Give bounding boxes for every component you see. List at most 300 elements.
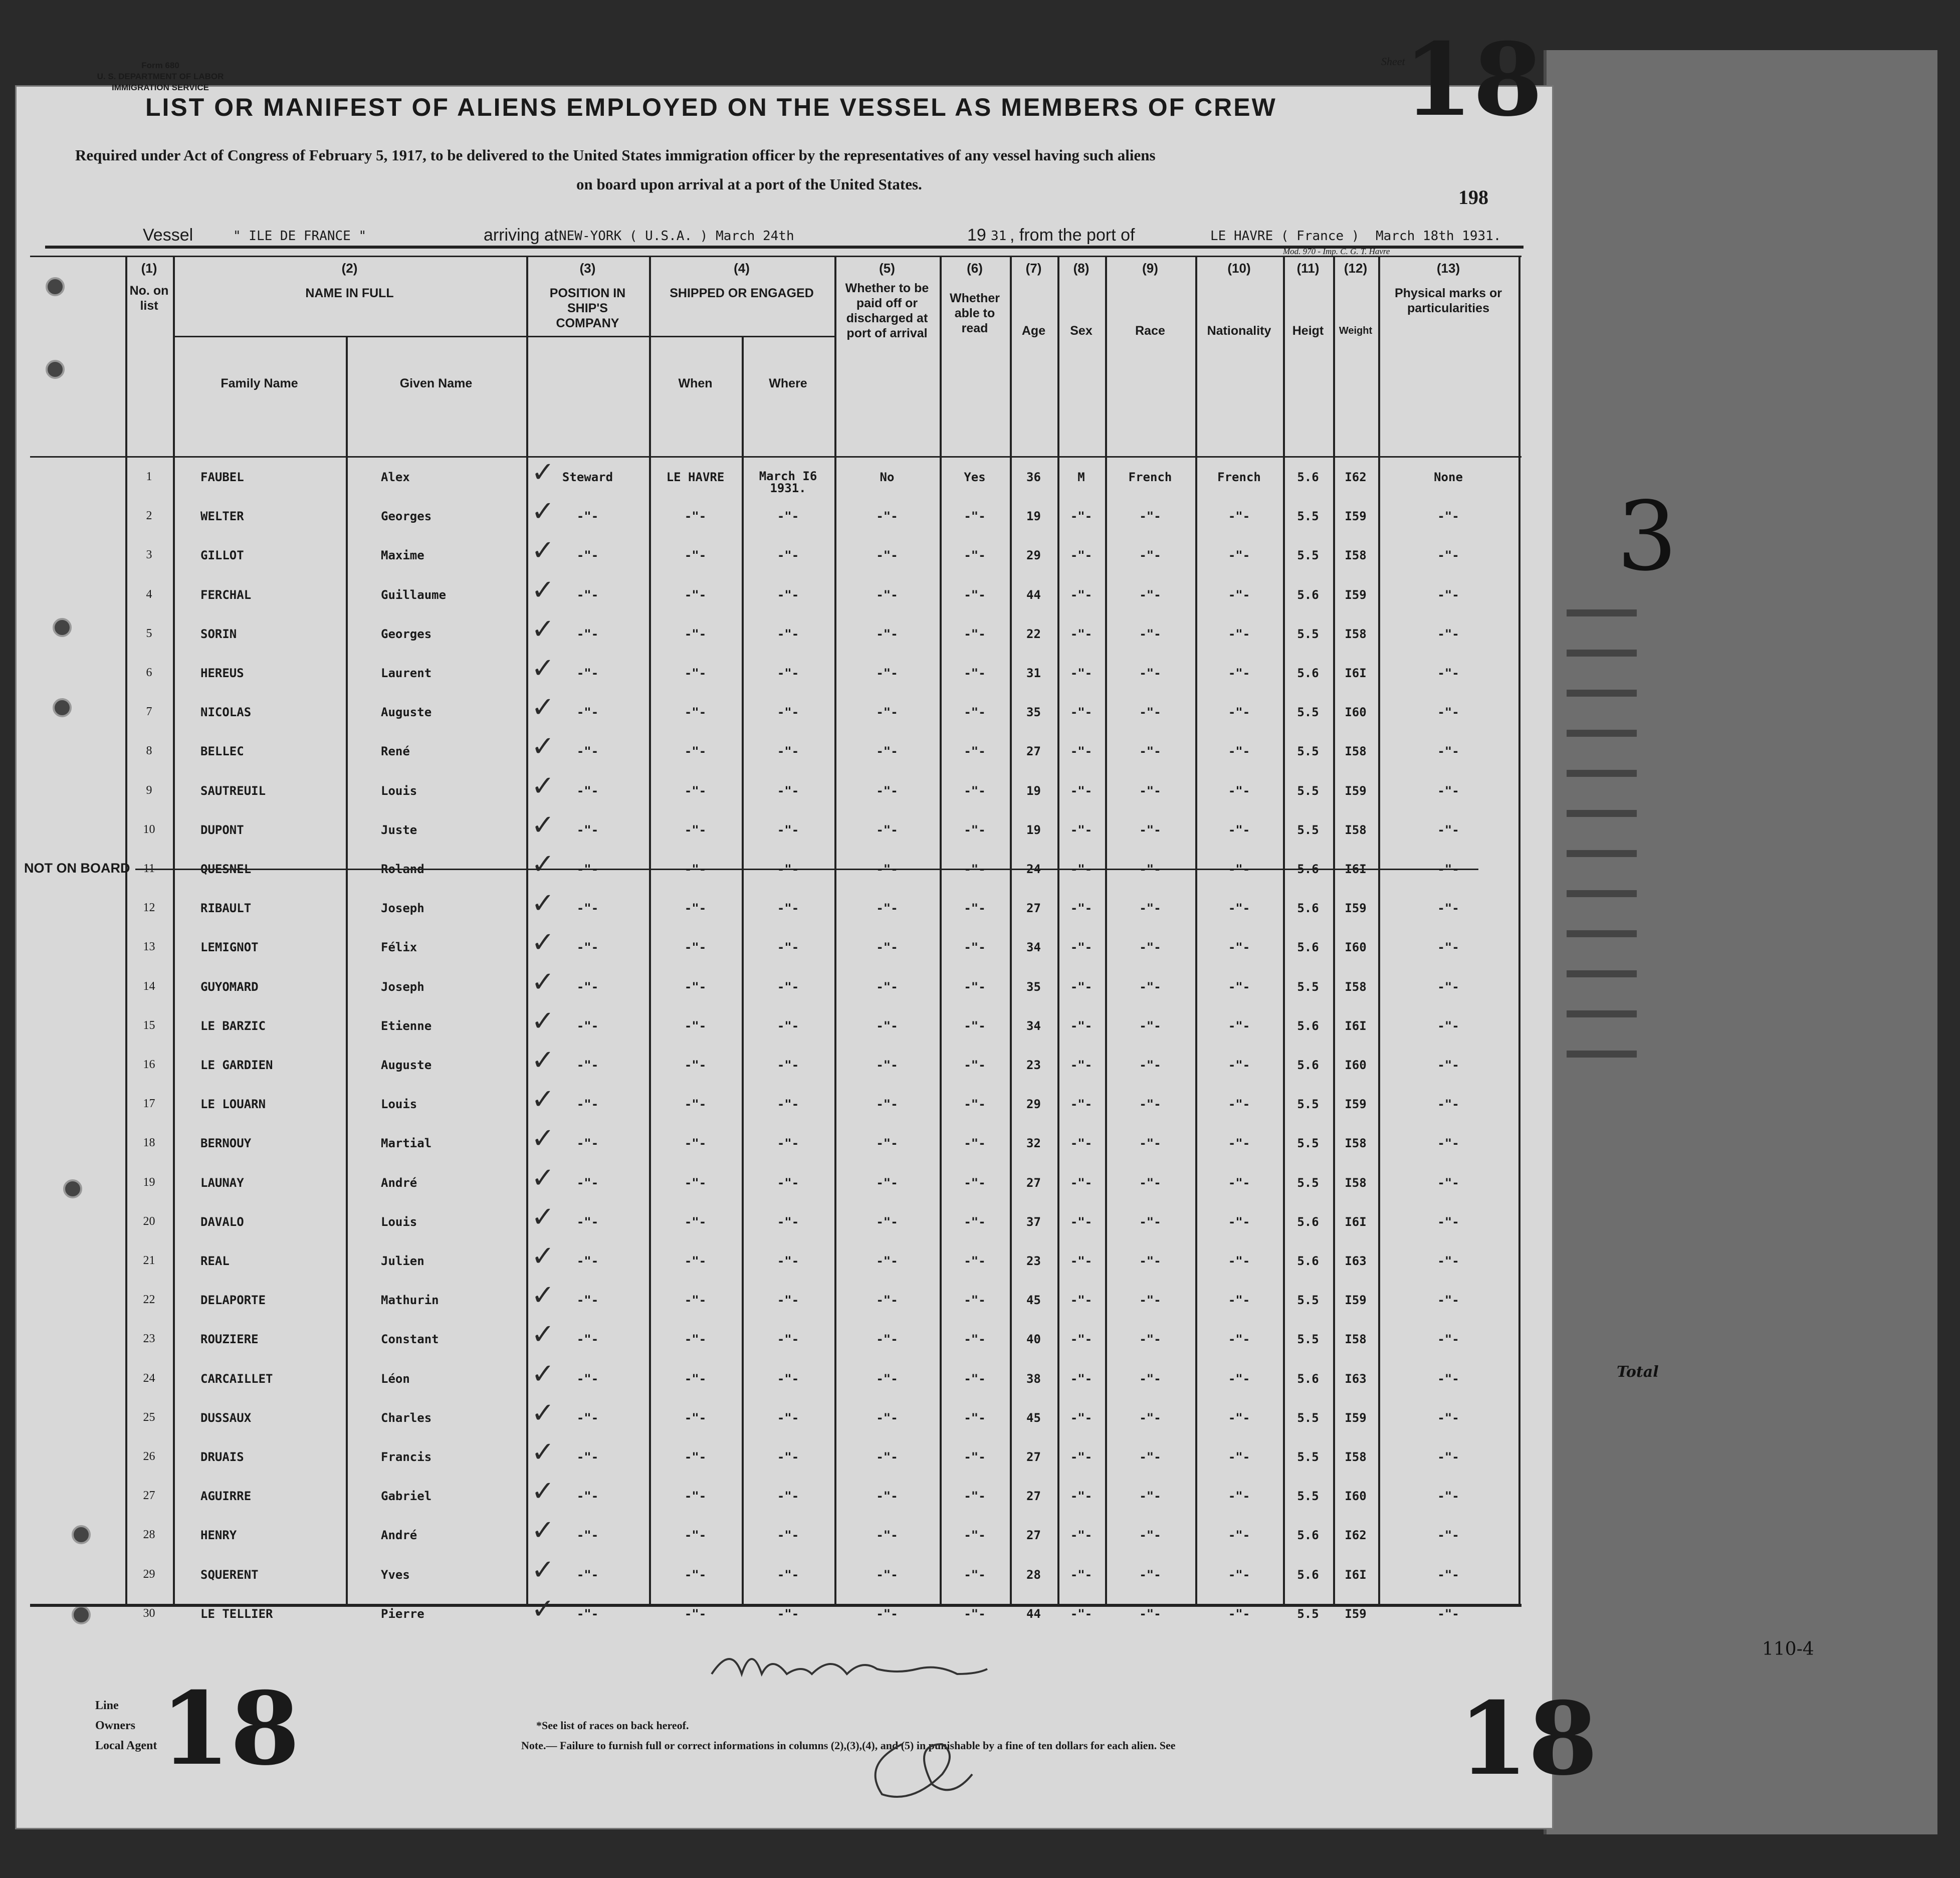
column-rule	[649, 256, 651, 1604]
nationality: -"-	[1228, 901, 1250, 916]
not-on-board-note: NOT ON BOARD	[24, 861, 130, 876]
age: 27	[1026, 1175, 1041, 1190]
height: 5.5	[1297, 1293, 1319, 1308]
nationality: -"-	[1228, 1371, 1250, 1386]
footer-sheet-number-left: 18	[160, 1670, 300, 1788]
check-mark-icon: ✓	[531, 1592, 555, 1625]
races-note: *See list of races on back hereof.	[536, 1719, 689, 1732]
physical-marks: -"-	[1437, 1371, 1459, 1386]
paid-off: -"-	[876, 901, 898, 916]
sex: -"-	[1070, 666, 1093, 680]
able-to-read: -"-	[964, 979, 986, 994]
weight: I60	[1345, 1058, 1367, 1072]
able-to-read: -"-	[964, 901, 986, 916]
family-name: DRUAIS	[200, 1450, 244, 1464]
age: 34	[1026, 940, 1041, 955]
position: -"-	[576, 509, 599, 524]
weight: I58	[1345, 548, 1367, 563]
sex: -"-	[1070, 1606, 1093, 1621]
paid-off: -"-	[876, 666, 898, 680]
line-label: Line	[95, 1699, 119, 1712]
shipped-when: -"-	[684, 1018, 707, 1033]
given-name: Louis	[381, 1214, 417, 1229]
paid-off: -"-	[876, 1175, 898, 1190]
given-name: Auguste	[381, 1058, 432, 1072]
row-number: 26	[143, 1450, 155, 1463]
shipped-where: -"-	[777, 1410, 799, 1425]
paid-off: -"-	[876, 744, 898, 759]
row-number: 24	[143, 1371, 155, 1385]
column-rule	[940, 256, 942, 1604]
position: -"-	[576, 1175, 599, 1190]
local-agent-label: Local Agent	[95, 1739, 157, 1752]
shipped-where: -"-	[777, 1097, 799, 1112]
paid-off: -"-	[876, 1293, 898, 1308]
row-number: 16	[143, 1058, 155, 1071]
nationality: -"-	[1228, 1058, 1250, 1072]
height: 5.6	[1297, 1528, 1319, 1543]
shipped-where: -"-	[777, 1018, 799, 1033]
able-to-read: -"-	[964, 1293, 986, 1308]
height: 5.5	[1297, 1489, 1319, 1504]
arrival-port-date: NEW-YORK ( U.S.A. ) March 24th	[559, 229, 794, 244]
nationality: -"-	[1228, 1175, 1250, 1190]
signature	[692, 1614, 1093, 1804]
given-name: Julien	[381, 1254, 424, 1268]
given-name: Francis	[381, 1450, 432, 1464]
row-number: 17	[143, 1097, 155, 1111]
age: 29	[1026, 548, 1041, 563]
race: -"-	[1139, 1254, 1161, 1268]
weight: I60	[1345, 705, 1367, 720]
row-number: 19	[143, 1175, 155, 1189]
physical-marks: -"-	[1437, 1528, 1459, 1543]
paid-off: -"-	[876, 1018, 898, 1033]
able-to-read: -"-	[964, 587, 986, 602]
race: -"-	[1139, 1410, 1161, 1425]
age: 35	[1026, 705, 1041, 720]
race: -"-	[1139, 1097, 1161, 1112]
nationality: -"-	[1228, 1489, 1250, 1504]
check-mark-icon: ✓	[531, 1279, 555, 1312]
able-to-read: -"-	[964, 1489, 986, 1504]
nationality: -"-	[1228, 822, 1250, 837]
shipped-when: -"-	[684, 940, 707, 955]
shipped-where: -"-	[777, 627, 799, 641]
from-port-label: , from the port of	[1010, 226, 1135, 245]
age: 44	[1026, 1606, 1041, 1621]
shipped-where: -"-	[777, 1254, 799, 1268]
subtitle-line-2: on board upon arrival at a port of the United States.	[576, 175, 922, 193]
check-mark-icon: ✓	[531, 1044, 555, 1077]
shipped-where: -"-	[777, 901, 799, 916]
position: Steward	[562, 470, 613, 484]
row-number: 18	[143, 1136, 155, 1150]
given-name: Maxime	[381, 548, 424, 563]
sex: -"-	[1070, 940, 1093, 955]
physical-marks: -"-	[1437, 1410, 1459, 1425]
col7-number: (7)	[1025, 261, 1042, 276]
age: 24	[1026, 862, 1041, 876]
position: -"-	[576, 1528, 599, 1543]
weight: I58	[1345, 979, 1367, 994]
check-mark-icon: ✓	[531, 1357, 555, 1390]
height: 5.6	[1297, 1058, 1319, 1072]
shipped-where: -"-	[777, 1214, 799, 1229]
family-name: QUESNEL	[200, 862, 252, 876]
physical-marks: -"-	[1437, 1254, 1459, 1268]
family-name: ROUZIERE	[200, 1332, 259, 1347]
nationality: -"-	[1228, 1332, 1250, 1347]
shipped-when: -"-	[684, 1097, 707, 1112]
shipped-when: -"-	[684, 1293, 707, 1308]
able-to-read: -"-	[964, 1175, 986, 1190]
physical-marks: -"-	[1437, 783, 1459, 798]
height: 5.5	[1297, 783, 1319, 798]
able-to-read: -"-	[964, 1097, 986, 1112]
service-name: IMMIGRATION SERVICE	[112, 83, 209, 92]
family-name: DUPONT	[200, 822, 244, 837]
shipped-when: LE HAVRE	[666, 470, 725, 484]
column-rule	[1378, 256, 1380, 1604]
age: 28	[1026, 1567, 1041, 1582]
able-to-read: -"-	[964, 744, 986, 759]
family-name: CARCAILLET	[200, 1371, 273, 1386]
age: 27	[1026, 1528, 1041, 1543]
given-name: André	[381, 1528, 417, 1543]
family-name: RIBAULT	[200, 901, 252, 916]
paid-off: -"-	[876, 862, 898, 876]
physical-marks: -"-	[1437, 901, 1459, 916]
shipped-where: -"-	[777, 783, 799, 798]
subtitle-line-1: Required under Act of Congress of February 5, 1917, to be delivered to the United States immigration officer by the representatives of any vessel having such aliens	[75, 146, 1156, 164]
column-rule	[173, 256, 175, 1604]
age: 34	[1026, 1018, 1041, 1033]
physical-marks: -"-	[1437, 940, 1459, 955]
race: -"-	[1139, 1606, 1161, 1621]
shipped-where: -"-	[777, 1058, 799, 1072]
nationality: -"-	[1228, 940, 1250, 955]
height: 5.6	[1297, 862, 1319, 876]
able-to-read: -"-	[964, 548, 986, 563]
race: -"-	[1139, 1175, 1161, 1190]
able-to-read: -"-	[964, 1528, 986, 1543]
shipped-when: -"-	[684, 1371, 707, 1386]
weight: I6I	[1345, 1567, 1367, 1582]
column-rule	[1283, 256, 1285, 1604]
height: 5.5	[1297, 979, 1319, 994]
weight: I59	[1345, 1606, 1367, 1621]
position: -"-	[576, 705, 599, 720]
position: -"-	[576, 1254, 599, 1268]
check-mark-icon: ✓	[531, 495, 555, 528]
header-rule	[173, 336, 670, 337]
position: -"-	[576, 1567, 599, 1582]
weight: I58	[1345, 1450, 1367, 1464]
shipped-where: -"-	[777, 744, 799, 759]
year-prefix: 19	[967, 226, 986, 245]
height: 5.5	[1297, 1175, 1319, 1190]
footer-sheet-number-right: 18	[1458, 1680, 1598, 1798]
col2b-header: Given Name	[399, 376, 473, 390]
shipped-when: -"-	[684, 1450, 707, 1464]
shipped-where: -"-	[777, 1489, 799, 1504]
paid-off: -"-	[876, 1528, 898, 1543]
paid-off: -"-	[876, 548, 898, 563]
shipped-when: -"-	[684, 901, 707, 916]
shipped-when: -"-	[684, 1136, 707, 1151]
departure-port: LE HAVRE ( France )	[1210, 229, 1360, 244]
check-mark-icon: ✓	[531, 534, 555, 567]
given-name: René	[381, 744, 410, 759]
check-mark-icon: ✓	[531, 1161, 555, 1194]
shipped-where: -"-	[777, 1606, 799, 1621]
given-name: Roland	[381, 862, 424, 876]
able-to-read: -"-	[964, 1567, 986, 1582]
arriving-label: arriving at	[484, 226, 559, 245]
position: -"-	[576, 901, 599, 916]
given-name: Gabriel	[381, 1489, 432, 1504]
check-mark-icon: ✓	[531, 1200, 555, 1233]
race: -"-	[1139, 666, 1161, 680]
nationality: -"-	[1228, 509, 1250, 524]
family-name: LE TELLIER	[200, 1606, 273, 1621]
shipped-when: -"-	[684, 822, 707, 837]
age: 19	[1026, 783, 1041, 798]
race: -"-	[1139, 1018, 1161, 1033]
row-number: 15	[143, 1018, 155, 1032]
check-mark-icon: ✓	[531, 1475, 555, 1508]
given-name: Yves	[381, 1567, 410, 1582]
weight: I60	[1345, 940, 1367, 955]
age: 27	[1026, 744, 1041, 759]
family-name: BELLEC	[200, 744, 244, 759]
sex: -"-	[1070, 1097, 1093, 1112]
row-number: 4	[146, 587, 152, 601]
check-mark-icon: ✓	[531, 965, 555, 998]
shipped-when: -"-	[684, 1058, 707, 1072]
owners-label: Owners	[95, 1719, 135, 1732]
nationality: -"-	[1228, 1567, 1250, 1582]
weight: I59	[1345, 1097, 1367, 1112]
able-to-read: -"-	[964, 1410, 986, 1425]
col5-header: Whether to be paid off or discharged at port of arrival	[845, 281, 929, 340]
race: -"-	[1139, 783, 1161, 798]
paid-off: -"-	[876, 1332, 898, 1347]
check-mark-icon: ✓	[531, 1436, 555, 1469]
weight: I6I	[1345, 1018, 1367, 1033]
check-mark-icon: ✓	[531, 769, 555, 802]
paid-off: -"-	[876, 1136, 898, 1151]
weight: I62	[1345, 470, 1367, 484]
row-number: 1	[146, 470, 152, 483]
sex: -"-	[1070, 1489, 1093, 1504]
column-rule	[1518, 256, 1520, 1604]
column-rule	[1195, 256, 1197, 1604]
family-name: GILLOT	[200, 548, 244, 563]
handwritten-tail-note: 110-4	[1762, 1639, 1814, 1659]
physical-marks: -"-	[1437, 1489, 1459, 1504]
race: -"-	[1139, 901, 1161, 916]
col4-header: SHIPPED OR ENGAGED	[670, 286, 814, 300]
sex: -"-	[1070, 1136, 1093, 1151]
able-to-read: Yes	[964, 470, 986, 484]
shipped-when: -"-	[684, 1528, 707, 1543]
position: -"-	[576, 1097, 599, 1112]
physical-marks: -"-	[1437, 1136, 1459, 1151]
col2-number: (2)	[341, 261, 358, 276]
race: -"-	[1139, 940, 1161, 955]
position: -"-	[576, 1018, 599, 1033]
shipped-where: -"-	[777, 979, 799, 994]
col11-header: Heigt	[1292, 324, 1324, 338]
family-name: LE BARZIC	[200, 1018, 266, 1033]
family-name: LE GARDIEN	[200, 1058, 273, 1072]
sex: -"-	[1070, 1528, 1093, 1543]
position: -"-	[576, 979, 599, 994]
able-to-read: -"-	[964, 1018, 986, 1033]
physical-marks: -"-	[1437, 1214, 1459, 1229]
sex: -"-	[1070, 783, 1093, 798]
position: -"-	[576, 862, 599, 876]
paid-off: -"-	[876, 587, 898, 602]
given-name: Guillaume	[381, 587, 447, 602]
physical-marks: -"-	[1437, 1567, 1459, 1582]
row-number: 10	[143, 822, 155, 836]
given-name: Joseph	[381, 979, 424, 994]
position: -"-	[576, 1293, 599, 1308]
shipped-where: -"-	[777, 1332, 799, 1347]
physical-marks: -"-	[1437, 744, 1459, 759]
weight: I59	[1345, 1410, 1367, 1425]
able-to-read: -"-	[964, 666, 986, 680]
able-to-read: -"-	[964, 783, 986, 798]
col9-number: (9)	[1142, 261, 1158, 276]
height: 5.6	[1297, 940, 1319, 955]
shipped-where: -"-	[777, 1528, 799, 1543]
age: 37	[1026, 1214, 1041, 1229]
row-number: 20	[143, 1214, 155, 1228]
age: 27	[1026, 901, 1041, 916]
col9-header: Race	[1135, 324, 1165, 338]
column-rule	[526, 256, 528, 1604]
sex: -"-	[1070, 1332, 1093, 1347]
nationality: -"-	[1228, 1097, 1250, 1112]
age: 40	[1026, 1332, 1041, 1347]
col2-header: NAME IN FULL	[305, 286, 394, 300]
shipped-where: -"-	[777, 822, 799, 837]
weight: I63	[1345, 1254, 1367, 1268]
able-to-read: -"-	[964, 1214, 986, 1229]
row-number: 9	[146, 783, 152, 797]
paid-off: -"-	[876, 822, 898, 837]
shipped-when: -"-	[684, 979, 707, 994]
shipped-where: -"-	[777, 1450, 799, 1464]
check-mark-icon: ✓	[531, 1122, 555, 1155]
race: -"-	[1139, 1489, 1161, 1504]
shipped-when: -"-	[684, 1254, 707, 1268]
year-value: 31	[991, 229, 1007, 244]
faded-text-lines	[1567, 576, 1697, 1091]
nationality: -"-	[1228, 1254, 1250, 1268]
weight: I59	[1345, 587, 1367, 602]
given-name: Georges	[381, 627, 432, 641]
col13-header: Physical marks or particularities	[1394, 286, 1502, 315]
sex: -"-	[1070, 1410, 1093, 1425]
paid-off: -"-	[876, 1489, 898, 1504]
race: -"-	[1139, 587, 1161, 602]
age: 31	[1026, 666, 1041, 680]
race: -"-	[1139, 1293, 1161, 1308]
form-number: Form 680	[141, 61, 179, 70]
position: -"-	[576, 940, 599, 955]
height: 5.6	[1297, 901, 1319, 916]
position: -"-	[576, 1058, 599, 1072]
family-name: DELAPORTE	[200, 1293, 266, 1308]
given-name: Louis	[381, 1097, 417, 1112]
check-mark-icon: ✓	[531, 887, 555, 920]
sex: -"-	[1070, 1058, 1093, 1072]
able-to-read: -"-	[964, 1450, 986, 1464]
age: 36	[1026, 470, 1041, 484]
family-name: GUYOMARD	[200, 979, 259, 994]
check-mark-icon: ✓	[531, 730, 555, 763]
height: 5.6	[1297, 1018, 1319, 1033]
column-rule	[346, 336, 348, 1604]
family-name: AGUIRRE	[200, 1489, 252, 1504]
sex: -"-	[1070, 822, 1093, 837]
check-mark-icon: ✓	[531, 1396, 555, 1429]
nationality: -"-	[1228, 705, 1250, 720]
family-name: DUSSAUX	[200, 1410, 252, 1425]
row-number: 25	[143, 1410, 155, 1424]
sex: -"-	[1070, 587, 1093, 602]
height: 5.6	[1297, 1371, 1319, 1386]
given-name: Mathurin	[381, 1293, 439, 1308]
sex: -"-	[1070, 1254, 1093, 1268]
check-mark-icon: ✓	[531, 573, 555, 606]
shipped-when: -"-	[684, 1410, 707, 1425]
paid-off: -"-	[876, 1606, 898, 1621]
physical-marks: -"-	[1437, 627, 1459, 641]
shipped-where: -"-	[777, 1567, 799, 1582]
height: 5.5	[1297, 744, 1319, 759]
weight: I59	[1345, 901, 1367, 916]
able-to-read: -"-	[964, 1254, 986, 1268]
family-name: SAUTREUIL	[200, 783, 266, 798]
able-to-read: -"-	[964, 862, 986, 876]
height: 5.6	[1297, 1567, 1319, 1582]
sex: -"-	[1070, 744, 1093, 759]
nationality: -"-	[1228, 1450, 1250, 1464]
col1-header: No. on list	[129, 284, 169, 313]
header-rule	[649, 336, 834, 337]
height: 5.5	[1297, 548, 1319, 563]
able-to-read: -"-	[964, 940, 986, 955]
shipped-when: -"-	[684, 1214, 707, 1229]
height: 5.6	[1297, 587, 1319, 602]
row-number: 21	[143, 1254, 155, 1267]
manifest-table	[30, 256, 1521, 1625]
nationality: -"-	[1228, 587, 1250, 602]
paid-off: -"-	[876, 627, 898, 641]
handwritten-total-label: Total	[1617, 1363, 1659, 1381]
age: 19	[1026, 822, 1041, 837]
position: -"-	[576, 744, 599, 759]
race: -"-	[1139, 1214, 1161, 1229]
shipped-when: -"-	[684, 666, 707, 680]
given-name: Etienne	[381, 1018, 432, 1033]
